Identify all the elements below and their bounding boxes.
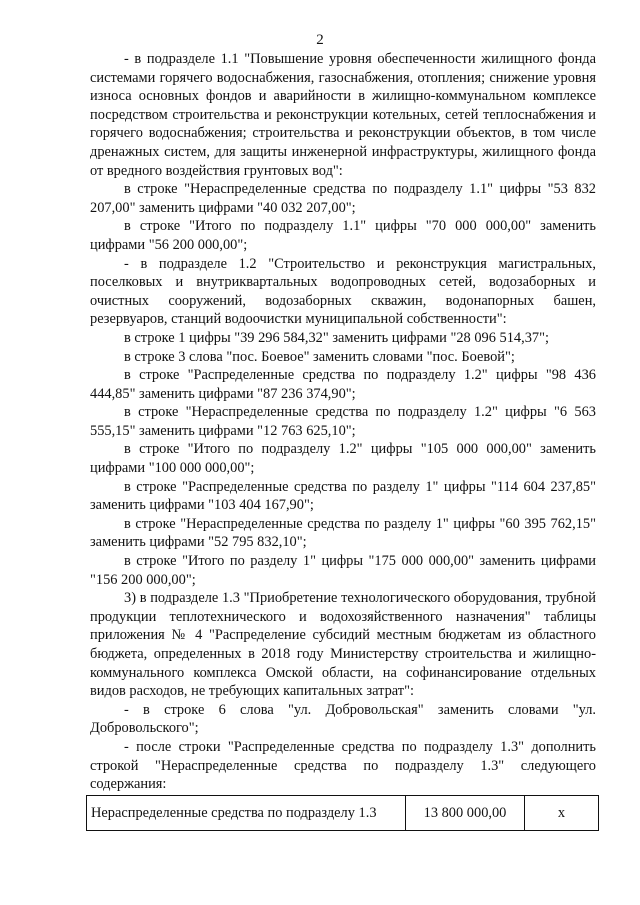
paragraph: - в подразделе 1.2 "Строительство и реконструкция магистральных, поселковых и внутриквартальных водопроводных сетей, водозаборных и очистных сооружений, водозаборных скважин, водонапорных башен, резервуаров, станций водоочистки муниципальной собственности": xyxy=(90,255,596,328)
paragraph: в строке "Итого по подразделу 1.1" цифры "70 000 000,00" заменить цифрами "56 200 000,00"; xyxy=(90,218,596,253)
document-body xyxy=(90,50,596,794)
paragraph: в строке "Нераспределенные средства по разделу 1" цифры "60 395 762,15" заменить цифрами "52 795 832,10"; xyxy=(90,515,596,551)
paragraph: в строке 3 слова "пос. Боевое" заменить словами "пос. Боевой"; xyxy=(124,348,515,365)
paragraph: в строке "Нераспределенные средства по подразделу 1.2" цифры "6 563 555,15" заменить цифрами "12 763 625,10"; xyxy=(90,404,596,439)
paragraph: в строке "Итого по подразделу 1.2" цифры "105 000 000,00" заменить цифрами "100 000 000,00"; xyxy=(90,441,596,477)
paragraph: в строке "Итого по разделу 1" цифры "175 000 000,00" заменить цифрами "156 200 000,00"; xyxy=(90,553,596,588)
row-mark-cell: х xyxy=(525,796,599,831)
paragraph: - в подразделе 1.1 "Повышение уровня обеспеченности жилищного фонда системами горячего водоснабжения, газоснабжения, отопления; снижение уровня износа основных фондов и аварийности в жилищно-коммунальном комплексе посредством строительства и реконструкции котельных, сетей теплоснабжения и горячего водоснабжения; строительства и реконструкции объектов, в том числе дренажных систем, для защиты инженерной инфраструктуры, жилищного фонда от вредного воздействия грунтовых вод": xyxy=(90,51,596,179)
paragraph: - после строки "Распределенные средства по подразделу 1.3" дополнить строкой "Нераспределенные средства по подразделу 1.3" следующего содержания: xyxy=(90,738,596,793)
row-name-cell: Нераспределенные средства по подразделу 1.3 xyxy=(87,796,406,831)
paragraph: в строке "Нераспределенные средства по подразделу 1.1" цифры "53 832 207,00" заменить цифрами "40 032 207,00"; xyxy=(90,181,596,216)
paragraph: 3) в подразделе 1.3 "Приобретение технологического оборудования, трубной продукции теплотехнического и водохозяйственного назначения" таблицы приложения № 4 "Распределение субсидий местным бюджетам из областного бюджета, определенных в 2018 году Министерству строительства и жилищно-коммунального комплекса Омской области, на софинансирование отдельных видов расходов, не требующих капитальных затрат": xyxy=(90,590,596,700)
paragraph: в строке "Распределенные средства по подразделу 1.2" цифры "98 436 444,85" заменить цифрами "87 236 374,90"; xyxy=(90,367,596,402)
paragraph: в строке "Распределенные средства по разделу 1" цифры "114 604 237,85" заменить цифрами "103 404 167,90"; xyxy=(90,478,596,514)
inserted-row-table xyxy=(86,795,599,831)
table-row xyxy=(87,796,599,831)
paragraph: в строке 1 цифры "39 296 584,32" заменить цифрами "28 096 514,37"; xyxy=(124,329,549,346)
page-number: 2 xyxy=(316,32,324,48)
row-amount-cell: 13 800 000,00 xyxy=(406,796,525,831)
paragraph: - в строке 6 слова "ул. Добровольская" заменить словами "ул. Добровольского"; xyxy=(90,701,596,737)
